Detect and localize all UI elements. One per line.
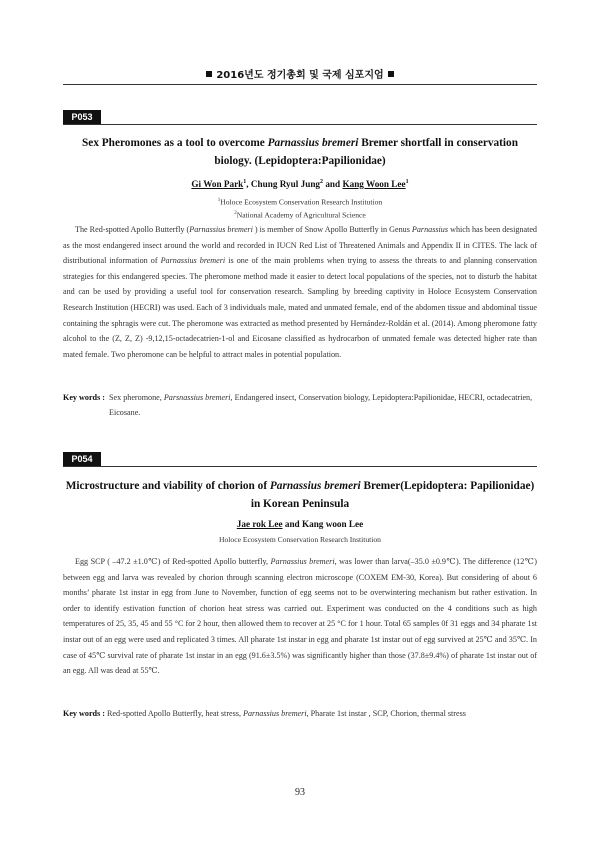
page-number: 93 [295, 787, 305, 798]
poster-badge-p053: P053 [63, 110, 101, 124]
running-header-title: 2016년도 정기총회 및 국제 심포지엄 [216, 70, 384, 81]
keywords-label: Key words : [63, 709, 105, 718]
paper-title-p053: Sex Pheromones as a tool to overcome Parnassius bremeri Bremer shortfall in conservation biology. (Lepidoptera:Papilionidae) [82, 137, 518, 167]
running-header [0, 66, 600, 81]
author-line-p053: Gi Won Park$^1$, Chung Ryul Jung$^2$ and Kang Woon Lee$^1$ [191, 179, 409, 190]
affiliation-1: $^1$Holoce Ecosystem Conservation Research Institution [217, 197, 383, 207]
paper-title-p054: Microstructure and viability of chorion of Parnassius bremeri Bremer(Lepidoptera: Papilionidae) in Korean Peninsula [65, 480, 535, 510]
square-bullet-icon [206, 71, 212, 77]
affiliation-p054: Holoce Ecosystem Conservation Research Institution [219, 535, 381, 544]
abstract-p054: Egg SCP ( –47.2 ±1.0℃) of Red-spotted Apollo butterfly, Parnassius bremeri, was lower than larva(–35.0 ±0.9℃). The difference (12℃) between egg and larva was revealed by chorion through scanning electron microscope (COXEM EM-30, Korea). But considering of about 6 months’ pharate 1st instar in egg from June to November, function of egg seems not to be overwintering mechanism but rather estivation. In order to identify estivation function of chorion heat stress was carried out. Experiment was conducted on the 4 conditions such as high temperatures of 25, 35, 45 and 55 °C for 2 hour, then allowed them to recover at 25 °C for 1 hour. Total 65 samples 0f 31 eggs and 34 pharate 1st instar out of an egg were used and replicated 3 times. All pharate 1st instar in egg and pharate 1st instar out of egg survived at 25℃ and 35℃. In case of 45℃ survival rate of pharate 1st instar in an egg (91.6±3.5%) was significantly higher than those (37.8±9.4%) of pharate 1st instar out of an egg. All was dead at 55℃. [63, 557, 537, 676]
keywords-text: Sex pheromone, Parsnassius bremeri, Endangered insect, Conservation biology, Lepidoptera:Papilionidae, HECRI, octadecatrien, Eicosane. [108, 393, 533, 417]
keywords-p054: Key words : Red-spotted Apollo Butterfly, heat stress, Parnassius bremeri, Pharate 1st instar , SCP, Chorion, thermal stress [63, 709, 466, 718]
section-rule-p054 [63, 466, 537, 467]
header-rule [63, 84, 537, 85]
keywords-label: Key words : [63, 393, 105, 402]
author-line-p054: Jae rok Lee and Kang woon Lee [236, 519, 364, 529]
section-rule-p053 [63, 124, 537, 125]
affiliations-p053 [63, 195, 537, 220]
keywords-p053 [63, 390, 537, 420]
poster-badge-p054: P054 [63, 452, 101, 466]
square-bullet-icon [388, 71, 394, 77]
affiliation-2: $^2$National Academy of Agricultural Science [234, 210, 366, 220]
abstract-p053: The Red-spotted Apollo Butterfly (Parnassius bremeri ) is member of Snow Apollo Butterfly in Genus Parnassius which has been designated as the most endangered insect around the world and recorded in IUCN Red List of Threatened Animals and Appendix II in CITES. The lack of distributional information of Parnassius bremeri is one of the main problems when trying to assess the threats to and planning conservation strategies for this endangered species. The pheromone method made it easier to detect local populations of the species, not to disturb the habitat and can be used by providing a useful tool for conservation research. Sampling by breeding captivity in Holoce Ecosystem Conservation Research Institution (HECRI) was used. Each of 3 individuals male, mated and unmated female, end of the abdomen tissue and abdominal tissue containing the sphragis were cut. The pheromone was extracted as method presented by Hernández-Roldán et al. (2014). Among pheromone fatty alcohol to the (Z, Z, Z) -9,12,15-octadecatrien-1-ol and Eicosane classified as hydrocarbon of unmated female was detected higher rate than mated female. Two pheromone can be helpful to attract males in potential population. [63, 225, 537, 359]
